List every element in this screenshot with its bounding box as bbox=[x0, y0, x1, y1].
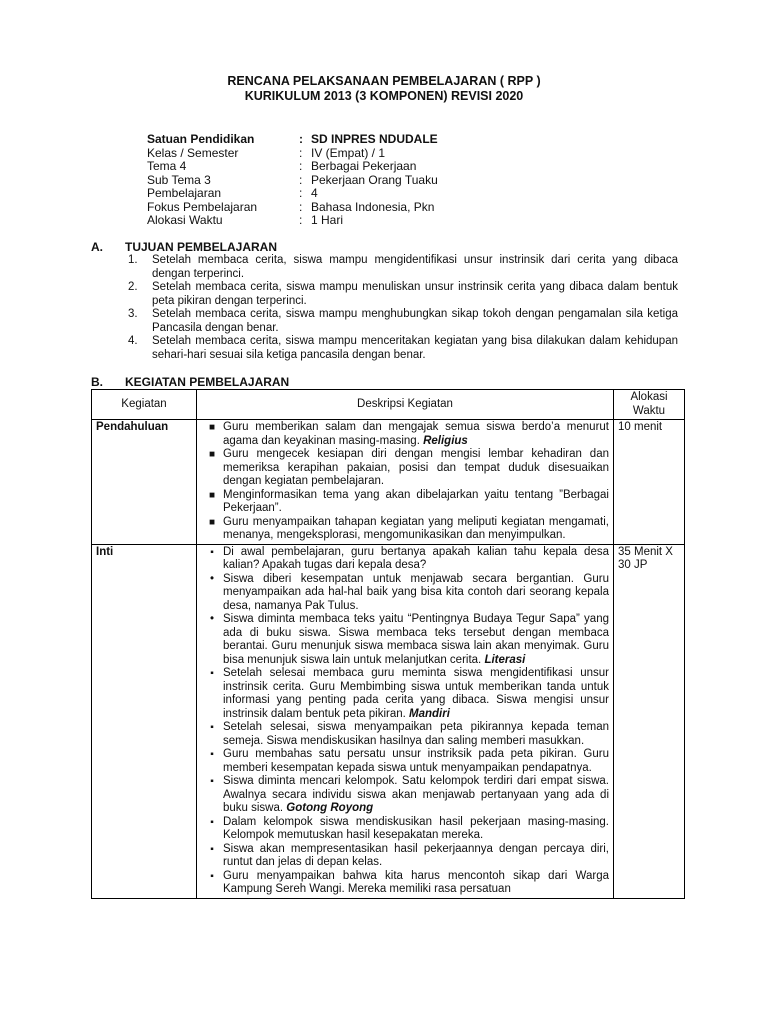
objective-number: 4. bbox=[128, 335, 138, 347]
activity-text: Guru menyampaikan tahapan kegiatan yang meliputi kegiatan mengamati, menanya, mengeksplorasi, mengomunikasikan dan menyimpulkan. bbox=[223, 515, 609, 541]
bullet-icon: ▪ bbox=[210, 843, 214, 855]
bullet-icon: ▪ bbox=[210, 749, 214, 760]
activity-text-wrap bbox=[223, 748, 609, 775]
inti-description bbox=[197, 544, 614, 898]
bullet-icon: ▪ bbox=[210, 722, 214, 733]
row-label-inti: Inti bbox=[92, 544, 197, 898]
activity-item bbox=[201, 613, 609, 667]
activity-text: Guru mengecek kesiapan diri dengan mengisi lembar kehadiran dan memeriksa kerapihan pakaian, posisi dan tempat duduk disesuaikan dengan kegiatan pembelajaran. bbox=[223, 448, 609, 487]
activity-text: Setelah selesai, siswa menyampaikan peta pikirannya kepada teman semeja. Siswa mendiskusikan hasilnya dan saling memberi masukkan. bbox=[223, 721, 609, 747]
info-colon: : bbox=[299, 213, 303, 227]
info-colon: : bbox=[299, 186, 303, 200]
info-key: Pembelajaran bbox=[147, 186, 222, 200]
activity-item bbox=[201, 546, 609, 573]
info-value: 4 bbox=[311, 186, 318, 200]
objective-number: 2. bbox=[128, 281, 138, 293]
character-value-tag: Gotong Royong bbox=[286, 802, 374, 814]
info-key: Alokasi Waktu bbox=[147, 213, 223, 227]
activity-item bbox=[201, 516, 609, 543]
identity-block bbox=[147, 133, 438, 228]
activity-text: Setelah selesai membaca guru meminta siswa mengidentifikasi unsur instrinsik cerita. Guru Membimbing siswa untuk memberikan tanda untuk informasi yang penting pada cerita yang dibaca. Siswa mengisi unsur instrinsik dalam bentuk peta pikiran. bbox=[223, 667, 609, 720]
activity-text-wrap bbox=[223, 870, 609, 897]
objective-item bbox=[128, 335, 678, 362]
info-colon: : bbox=[299, 145, 303, 160]
info-colon: : bbox=[299, 159, 303, 173]
bullet-icon: ■ bbox=[208, 422, 216, 433]
bullet-icon: ■ bbox=[208, 449, 216, 460]
section-b-label: KEGIATAN PEMBELAJARAN bbox=[125, 375, 290, 389]
objectives-list bbox=[128, 254, 678, 362]
doc-subtitle: KURIKULUM 2013 (3 KOMPONEN) REVISI 2020 bbox=[244, 89, 524, 103]
activity-text: Guru menyampaikan bahwa kita harus mencontoh sikap dari Warga Kampung Sereh Wangi. Mereka memiliki rasa persatuan bbox=[223, 869, 609, 895]
info-colon: : bbox=[299, 199, 303, 214]
activity-text-wrap bbox=[223, 516, 609, 543]
objective-text: Setelah membaca cerita, siswa mampu menceritakan kegiatan yang bisa dilakukan dalam kehidupan sehari-hari sesuai sila ketiga pancasila dengan benar. bbox=[152, 335, 678, 361]
info-value: Berbagai Pekerjaan bbox=[311, 159, 417, 173]
objective-item bbox=[128, 308, 678, 335]
activity-text: Guru membahas satu persatu unsur instriksik pada peta pikiran. Guru memberi kesempatan kepada siswa untuk menyampaikan pendapatnya. bbox=[223, 748, 609, 774]
activity-item bbox=[201, 489, 609, 516]
activity-item bbox=[201, 748, 609, 775]
header-deskripsi: Deskripsi Kegiatan bbox=[197, 390, 614, 420]
bullet-icon: ■ bbox=[208, 516, 216, 528]
bullet-icon: • bbox=[209, 572, 215, 585]
info-key: Fokus Pembelajaran bbox=[147, 199, 258, 214]
activity-item bbox=[201, 421, 609, 448]
table-row-pendahuluan bbox=[92, 420, 685, 545]
table-row-inti bbox=[92, 544, 685, 898]
activities-table bbox=[91, 389, 685, 899]
objective-item bbox=[128, 281, 678, 308]
activity-text-wrap bbox=[223, 421, 609, 448]
info-colon: : bbox=[299, 132, 303, 146]
info-key: Tema 4 bbox=[147, 159, 187, 173]
objective-number: 3. bbox=[128, 308, 138, 320]
info-row bbox=[147, 133, 438, 147]
section-b-number: B. bbox=[91, 375, 103, 389]
activity-item bbox=[201, 448, 609, 489]
info-value: IV (Empat) / 1 bbox=[311, 145, 386, 160]
bullet-icon: ▪ bbox=[210, 776, 214, 787]
info-row bbox=[147, 214, 438, 228]
bullet-icon: ▪ bbox=[210, 870, 214, 882]
activity-text: Guru memberikan salam dan mengajak semua siswa berdo’a menurut agama dan keyakinan masing-masing. bbox=[223, 421, 609, 447]
doc-title: RENCANA PELAKSANAAN PEMBELAJARAN ( RPP ) bbox=[227, 74, 541, 88]
objective-number: 1. bbox=[128, 254, 138, 266]
activity-text: Menginformasikan tema yang akan dibelajarkan yaitu tentang ”Berbagai Pekerjaan”. bbox=[223, 488, 609, 514]
info-value: SD INPRES NDUDALE bbox=[311, 132, 438, 146]
info-value: Bahasa Indonesia, Pkn bbox=[311, 199, 435, 214]
objective-text: Setelah membaca cerita, siswa mampu mengidentifikasi unsur instrinsik dari cerita yang dibaca dengan terperinci. bbox=[152, 254, 678, 280]
info-value: 1 Hari bbox=[311, 213, 344, 227]
bullet-icon: • bbox=[209, 613, 215, 625]
activity-text-wrap bbox=[223, 489, 609, 516]
info-key: Sub Tema 3 bbox=[147, 172, 211, 187]
objective-item bbox=[128, 254, 678, 281]
character-value-tag: Literasi bbox=[484, 653, 526, 666]
header-kegiatan: Kegiatan bbox=[92, 390, 197, 420]
activity-item bbox=[201, 667, 609, 721]
pendahuluan-time: 10 menit bbox=[614, 420, 685, 545]
activity-text-wrap bbox=[223, 573, 609, 614]
activity-item bbox=[201, 816, 609, 843]
activity-item bbox=[201, 721, 609, 748]
info-value: Pekerjaan Orang Tuaku bbox=[311, 172, 438, 187]
activity-text: Di awal pembelajaran, guru bertanya apakah kalian tahu kepala desa kalian? Apakah tugas dari kepala desa? bbox=[223, 545, 609, 571]
activity-text: Siswa diminta mencari kelompok. Satu kelompok terdiri dari empat siswa. Awalnya secara individu siswa akan menjawab pertanyaan yang ada di buku siswa. bbox=[223, 775, 609, 814]
activity-text-wrap bbox=[223, 843, 609, 870]
activity-text-wrap bbox=[223, 667, 609, 721]
activity-text: Siswa diminta membaca teks yaitu “Pentingnya Budaya Tegur Sapa” yang ada di buku siswa. Siswa membaca teks tersebut dengan membaca berantai. Guru menunjuk siswa membaca siswa lain akan menyimak. Guru bisa menunjuk siswa lain untuk melanjutkan cerita. bbox=[223, 613, 609, 666]
activity-text: Siswa diberi kesempatan untuk menjawab secara bergantian. Guru menyampaikan ada hal-hal baik yang bisa kita contoh dari seorang kepala desa, namanya Pak Tulus. bbox=[223, 572, 609, 612]
bullet-icon: ▪ bbox=[210, 668, 214, 679]
pendahuluan-description bbox=[197, 420, 614, 545]
info-row bbox=[147, 201, 438, 215]
objective-text: Setelah membaca cerita, siswa mampu menghubungkan sikap tokoh dengan pengamalan sila ketiga Pancasila dengan benar. bbox=[152, 308, 678, 334]
activity-text-wrap bbox=[223, 613, 609, 667]
activity-item bbox=[201, 573, 609, 614]
character-value-tag: Religius bbox=[423, 434, 468, 447]
info-key: Kelas / Semester bbox=[147, 145, 239, 160]
info-key: Satuan Pendidikan bbox=[147, 132, 255, 146]
objective-text: Setelah membaca cerita, siswa mampu menuliskan unsur instrinsik cerita yang dibaca dalam bentuk peta pikiran dengan terperinci. bbox=[152, 281, 678, 307]
character-value-tag: Mandiri bbox=[409, 707, 450, 720]
table-header-row bbox=[92, 390, 685, 420]
activity-item bbox=[201, 843, 609, 870]
row-label-pendahuluan: Pendahuluan bbox=[92, 420, 197, 545]
activity-text-wrap bbox=[223, 448, 609, 489]
activity-text-wrap bbox=[223, 721, 609, 748]
section-a-number: A. bbox=[91, 240, 103, 254]
inti-time: 35 Menit X 30 JP bbox=[614, 544, 685, 898]
activity-item bbox=[201, 870, 609, 897]
activity-text-wrap bbox=[223, 775, 609, 816]
activity-text-wrap bbox=[223, 546, 609, 573]
section-a-label: TUJUAN PEMBELAJARAN bbox=[125, 240, 278, 254]
activity-text: Dalam kelompok siswa mendiskusikan hasil pekerjaan masing-masing. Kelompok memutuskan hasil kesepakatan mereka. bbox=[223, 815, 609, 841]
info-colon: : bbox=[299, 172, 303, 187]
info-row bbox=[147, 187, 438, 201]
activity-text-wrap bbox=[223, 816, 609, 843]
bullet-icon: ▪ bbox=[210, 816, 214, 828]
info-row bbox=[147, 147, 438, 161]
info-row bbox=[147, 174, 438, 188]
header-alokasi: Alokasi Waktu bbox=[614, 390, 685, 420]
activity-item bbox=[201, 775, 609, 816]
bullet-icon: ▪ bbox=[210, 546, 214, 558]
info-row bbox=[147, 160, 438, 174]
activity-text: Siswa akan mempresentasikan hasil pekerjaannya dengan percaya diri, runtut dan jelas di depan kelas. bbox=[223, 842, 609, 868]
bullet-icon: ■ bbox=[208, 489, 216, 501]
